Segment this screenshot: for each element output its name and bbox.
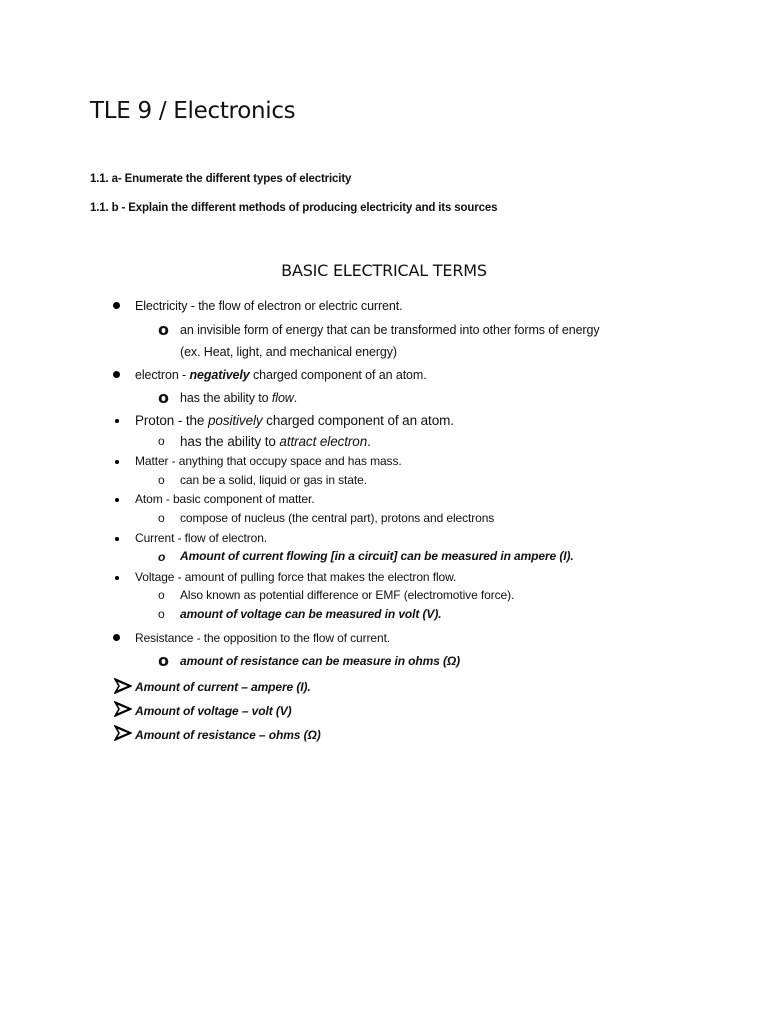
bullet-dot-icon — [115, 537, 119, 541]
atom-composition: compose of nucleus (the central part), protons and electrons — [180, 511, 495, 525]
sub-bullet-icon: o — [158, 434, 165, 448]
bullet-dot-icon — [115, 498, 119, 502]
sub-bullet-icon: o — [158, 550, 166, 564]
term-electricity: Electricity - the flow of electron or electric current. — [135, 299, 403, 313]
sub-bullet-icon: o — [158, 511, 165, 525]
sub-bullet-icon: o — [158, 388, 169, 407]
arrow-bullet-icon — [114, 701, 132, 717]
term-proton: Proton - the positively charged component of an atom. — [135, 413, 454, 428]
current-measurement: Amount of current flowing [in a circuit] can be measured in ampere (I). — [180, 549, 574, 563]
term-atom: Atom - basic component of matter. — [135, 492, 315, 506]
summary-resistance: Amount of resistance – ohms (Ω) — [135, 728, 321, 742]
bullet-dot-icon — [115, 419, 119, 423]
sub-bullet-icon: o — [158, 473, 165, 487]
competency-b: 1.1. b - Explain the different methods of producing electricity and its sources — [90, 202, 498, 214]
electricity-examples: (ex. Heat, light, and mechanical energy) — [180, 345, 397, 359]
summary-current: Amount of current – ampere (I). — [135, 680, 311, 694]
voltage-aka: Also known as potential difference or EMF (electromotive force). — [180, 588, 515, 602]
document-title: TLE 9 / Electronics — [90, 98, 296, 124]
term-matter: Matter - anything that occupy space and has mass. — [135, 454, 402, 468]
bullet-dot-icon — [113, 634, 120, 641]
term-electron: electron - negatively charged component of an atom. — [135, 368, 427, 382]
voltage-measurement: amount of voltage can be measured in volt (V). — [180, 607, 442, 621]
summary-voltage: Amount of voltage – volt (V) — [135, 704, 292, 718]
electricity-description: an invisible form of energy that can be transformed into other forms of energy — [180, 323, 600, 337]
matter-states: can be a solid, liquid or gas in state. — [180, 473, 367, 487]
sub-bullet-icon: o — [158, 588, 165, 602]
bullet-dot-icon — [115, 460, 119, 464]
term-resistance: Resistance - the opposition to the flow of current. — [135, 631, 391, 645]
bullet-dot-icon — [115, 576, 119, 580]
bullet-dot-icon — [113, 371, 120, 378]
term-voltage: Voltage - amount of pulling force that makes the electron flow. — [135, 570, 457, 584]
term-current: Current - flow of electron. — [135, 531, 268, 545]
arrow-bullet-icon — [114, 678, 132, 694]
sub-bullet-icon: o — [158, 320, 169, 339]
electron-ability: has the ability to flow. — [180, 391, 298, 405]
section-heading: BASIC ELECTRICAL TERMS — [281, 261, 487, 280]
resistance-measurement: amount of resistance can be measure in ohms (Ω) — [180, 654, 461, 668]
arrow-bullet-icon — [114, 725, 132, 741]
sub-bullet-icon: o — [158, 651, 169, 670]
sub-bullet-icon: o — [158, 607, 165, 621]
proton-ability: has the ability to attract electron. — [180, 434, 371, 449]
competency-a: 1.1. a- Enumerate the different types of electricity — [90, 173, 352, 185]
bullet-dot-icon — [113, 302, 120, 309]
